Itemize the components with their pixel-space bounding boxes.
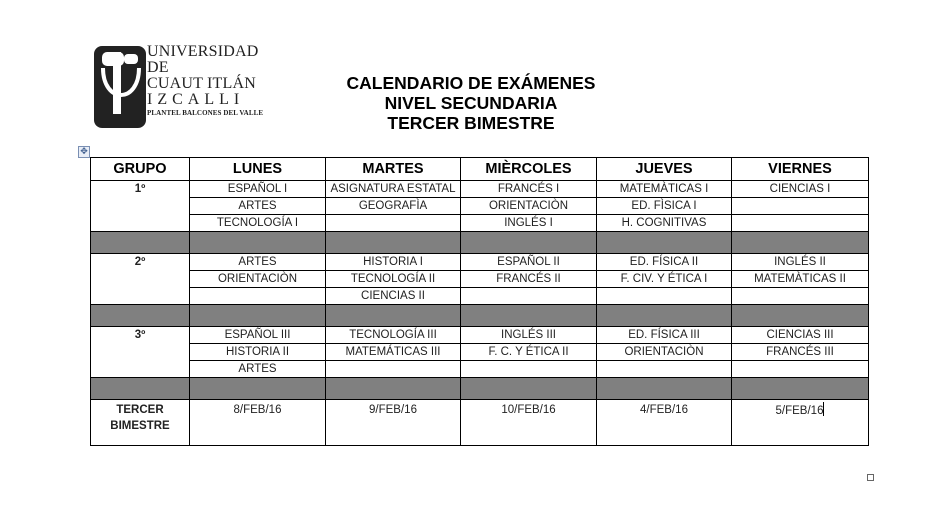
table-cell[interactable]: ESPAÑOL I xyxy=(190,181,326,198)
separator-cell[interactable] xyxy=(91,305,190,327)
separator-cell[interactable] xyxy=(461,305,597,327)
separator-cell[interactable] xyxy=(732,305,869,327)
table-cell[interactable]: ORIENTACIÒN xyxy=(461,198,597,215)
table-cell[interactable]: ARTES xyxy=(190,198,326,215)
table-cell[interactable]: CIENCIAS I xyxy=(732,181,869,198)
title-line-1: CALENDARIO DE EXÁMENES xyxy=(346,73,596,93)
logo-line-2: DE xyxy=(147,59,169,76)
table-row xyxy=(91,344,869,361)
table-cell[interactable]: MATEMÀTICAS I xyxy=(597,181,732,198)
separator-row xyxy=(91,232,869,254)
date-cell[interactable]: 10/FEB/16 xyxy=(461,400,597,446)
separator-row xyxy=(91,305,869,327)
exam-calendar-table[interactable] xyxy=(90,157,869,446)
table-cell[interactable] xyxy=(461,288,597,305)
table-row xyxy=(91,288,869,305)
table-row xyxy=(91,361,869,378)
table-cell[interactable]: GEOGRAFÌA xyxy=(326,198,461,215)
university-logo xyxy=(94,44,264,130)
separator-cell[interactable] xyxy=(190,305,326,327)
group-label[interactable]: 2º xyxy=(91,254,190,305)
university-logo-icon xyxy=(94,46,146,128)
table-cell[interactable] xyxy=(597,288,732,305)
table-cell[interactable]: ED. FÌSICA I xyxy=(597,198,732,215)
footer-label-line-1: TERCER xyxy=(116,404,164,416)
table-cell[interactable]: MATEMÀTICAS II xyxy=(732,271,869,288)
header-martes[interactable]: MARTES xyxy=(326,158,461,181)
separator-cell[interactable] xyxy=(461,378,597,400)
logo-line-1: UNIVERSIDAD xyxy=(147,43,259,60)
table-row xyxy=(91,327,869,344)
table-cell[interactable]: HISTORIA II xyxy=(190,344,326,361)
table-cell[interactable]: H. COGNITIVAS xyxy=(597,215,732,232)
separator-cell[interactable] xyxy=(326,378,461,400)
separator-cell[interactable] xyxy=(190,378,326,400)
table-row xyxy=(91,198,869,215)
table-cell[interactable]: TECNOLOGÍA I xyxy=(190,215,326,232)
separator-row xyxy=(91,378,869,400)
footer-row xyxy=(91,400,869,446)
separator-cell[interactable] xyxy=(732,378,869,400)
table-cell[interactable]: ASIGNATURA ESTATAL xyxy=(326,181,461,198)
table-cell[interactable]: F. C. Y ÉTICA II xyxy=(461,344,597,361)
header-viernes[interactable]: VIERNES xyxy=(732,158,869,181)
table-cell[interactable]: MATEMÁTICAS III xyxy=(326,344,461,361)
group-label[interactable]: 3º xyxy=(91,327,190,378)
table-cell[interactable] xyxy=(597,361,732,378)
document-title xyxy=(300,73,642,133)
separator-cell[interactable] xyxy=(461,232,597,254)
table-cell[interactable] xyxy=(732,361,869,378)
separator-cell[interactable] xyxy=(326,305,461,327)
table-row xyxy=(91,215,869,232)
move-arrows-icon[interactable]: ✥ xyxy=(78,146,90,158)
table-cell[interactable]: ESPAÑOL II xyxy=(461,254,597,271)
separator-cell[interactable] xyxy=(190,232,326,254)
table-cell[interactable]: INGLÉS II xyxy=(732,254,869,271)
table-cell[interactable]: F. CIV. Y ÉTICA I xyxy=(597,271,732,288)
header-miercoles[interactable]: MIÈRCOLES xyxy=(461,158,597,181)
separator-cell[interactable] xyxy=(597,305,732,327)
table-cell[interactable]: FRANCÉS II xyxy=(461,271,597,288)
table-cell[interactable]: FRANCÉS I xyxy=(461,181,597,198)
title-line-3: TERCER BIMESTRE xyxy=(387,113,555,133)
table-cell[interactable]: CIENCIAS III xyxy=(732,327,869,344)
table-cell[interactable]: ESPAÑOL III xyxy=(190,327,326,344)
logo-subtitle: PLANTEL BALCONES DEL VALLE xyxy=(147,109,264,117)
resize-handle-icon[interactable] xyxy=(867,474,874,481)
table-cell[interactable]: ARTES xyxy=(190,361,326,378)
table-cell[interactable]: ED. FÍSICA III xyxy=(597,327,732,344)
table-cell[interactable]: ORIENTACIÒN xyxy=(597,344,732,361)
group-label[interactable]: 1º xyxy=(91,181,190,232)
date-cell[interactable]: 8/FEB/16 xyxy=(190,400,326,446)
header-row xyxy=(91,158,869,181)
table-cell[interactable]: ARTES xyxy=(190,254,326,271)
table-cell[interactable]: FRANCÉS III xyxy=(732,344,869,361)
date-text: 5/FEB/16 xyxy=(775,405,824,417)
table-cell[interactable]: INGLÉS I xyxy=(461,215,597,232)
table-cell[interactable]: INGLÉS III xyxy=(461,327,597,344)
table-row xyxy=(91,271,869,288)
table-cell[interactable]: TECNOLOGÍA II xyxy=(326,271,461,288)
separator-cell[interactable] xyxy=(597,232,732,254)
separator-cell[interactable] xyxy=(732,232,869,254)
header-grupo[interactable]: GRUPO xyxy=(91,158,190,181)
separator-cell[interactable] xyxy=(326,232,461,254)
table-cell[interactable] xyxy=(190,288,326,305)
separator-cell[interactable] xyxy=(597,378,732,400)
separator-cell[interactable] xyxy=(91,232,190,254)
logo-line-4: IZCALLI xyxy=(147,91,245,108)
table-cell[interactable] xyxy=(732,215,869,232)
table-cell[interactable] xyxy=(326,215,461,232)
table-cell[interactable]: ORIENTACIÒN xyxy=(190,271,326,288)
footer-label[interactable] xyxy=(91,400,190,446)
table-cell[interactable]: CIENCIAS II xyxy=(326,288,461,305)
table-cell[interactable]: ED. FÍSICA II xyxy=(597,254,732,271)
table-cell[interactable] xyxy=(732,288,869,305)
table-cell[interactable]: HISTORIA I xyxy=(326,254,461,271)
footer-label-line-2: BIMESTRE xyxy=(110,420,170,432)
logo-line-3: CUAUT ITLÁN xyxy=(147,75,257,92)
header-lunes[interactable]: LUNES xyxy=(190,158,326,181)
title-line-2: NIVEL SECUNDARIA xyxy=(384,93,558,113)
text-cursor xyxy=(823,402,824,416)
table-cell[interactable]: TECNOLOGÍA III xyxy=(326,327,461,344)
header-jueves[interactable]: JUEVES xyxy=(597,158,732,181)
table-cell[interactable] xyxy=(732,198,869,215)
table-row xyxy=(91,181,869,198)
table-row xyxy=(91,254,869,271)
university-name xyxy=(147,44,263,118)
date-cell-with-cursor[interactable] xyxy=(732,400,869,446)
separator-cell[interactable] xyxy=(91,378,190,400)
table-cell[interactable] xyxy=(326,361,461,378)
date-cell[interactable]: 9/FEB/16 xyxy=(326,400,461,446)
table-cell[interactable] xyxy=(461,361,597,378)
date-cell[interactable]: 4/FEB/16 xyxy=(597,400,732,446)
